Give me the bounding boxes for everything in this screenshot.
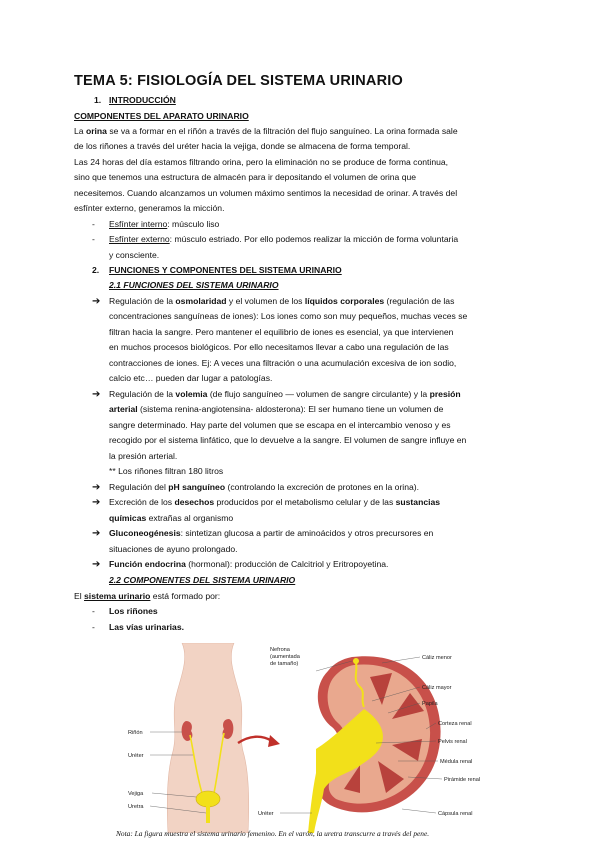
label-nefrona-line3: de tamaño) (270, 661, 299, 667)
urethra (206, 805, 210, 823)
paragraph-line: situaciones de ayuno prolongado. (109, 544, 238, 554)
list-item-urinary-tract: Las vías urinarias. (109, 622, 184, 632)
bladder (196, 791, 220, 807)
section-2-number: 2. (92, 265, 100, 275)
figure-caption: Nota: La figura muestra el sistema urinario femenino. En el varón, la uretra transcurre a través del pene. (116, 829, 430, 838)
urinary-system-figure (120, 643, 500, 833)
function-item-ph: Regulación del pH sanguíneo (controlando la excreción de protones en la orina). (109, 482, 420, 492)
list-item-internal-sphincter: Esfínter interno: músculo liso (109, 219, 220, 229)
paragraph-line: concentraciones sanguíneas de iones): Los iones como son muy pequeños, muchas veces se (109, 311, 468, 321)
paragraph-line: la presión arterial. (109, 451, 178, 461)
paragraph-line: de los riñones a través del uréter hacia la vejiga, donde se almacena de forma temporal. (74, 141, 411, 151)
paragraph-line: Las 24 horas del día estamos filtrando orina, pero la eliminación no se produce de forma continua, (74, 157, 449, 167)
arrow-bullet-icon: ➔ (92, 482, 101, 493)
note-line: ** Los riñones filtran 180 litros (109, 466, 224, 476)
label-vejiga: Vejiga (128, 791, 144, 797)
subsection-2-2-heading: 2.2 COMPONENTES DEL SISTEMA URINARIO (109, 575, 296, 585)
paragraph-line: y consciente. (109, 250, 160, 260)
label-ureter: Uréter (128, 753, 144, 759)
list-dash: - (92, 219, 95, 229)
label-pelvis-renal: Pelvis renal (438, 739, 467, 745)
section-1-number: 1. (94, 95, 102, 105)
label-capsula-renal: Cápsula renal (438, 811, 473, 817)
paragraph-line: contracciones de iones. Ej: A veces una filtración o una acumulación excesiva de ion sodio, (109, 358, 457, 368)
function-item-waste: Excreción de los desechos producidos por el metabolismo celular y de las sustancias (109, 497, 441, 507)
paragraph-line: La orina se va a formar en el riñón a través de la filtración del flujo sanguíneo. La orina formada sale (74, 126, 458, 136)
function-item-gluconeogenesis: Gluconeogénesis: sintetizan glucosa a partir de aminoácidos y otros precursores en (109, 528, 434, 538)
subsection-2-1-heading: 2.1 FUNCIONES DEL SISTEMA URINARIO (109, 280, 279, 290)
section-2-heading: FUNCIONES Y COMPONENTES DEL SISTEMA URINARIO (109, 265, 342, 275)
arrow-bullet-icon: ➔ (92, 389, 101, 400)
list-dash: - (92, 622, 95, 632)
paragraph-line: en muchos procesos biológicos. Por ello necesitamos llevar a cabo una regulación de las (109, 342, 449, 352)
label-papila: Papila (422, 701, 438, 707)
label-nefrona-line2: (aumentada (270, 654, 300, 660)
list-item-kidneys: Los riñones (109, 606, 158, 616)
paragraph-line: sangre determinado. Hay parte del volumen que se escapa en el intercambio venoso y es (109, 420, 451, 430)
function-item-osmolarity: Regulación de la osmolaridad y el volumen de los líquidos corporales (regulación de las (109, 296, 455, 306)
components-intro: El sistema urinario está formado por: (74, 591, 221, 601)
arrow-bullet-icon: ➔ (92, 497, 101, 508)
list-item-external-sphincter: Esfínter externo: músculo estriado. Por ello podemos realizar la micción de forma voluntaria (109, 234, 459, 244)
red-arrow-icon (238, 737, 272, 743)
paragraph-line: arterial (sistema renina-angiotensina- aldosterona): El ser humano tiene un volumen de (109, 404, 444, 414)
label-caliz-mayor: Cáliz mayor (422, 685, 452, 691)
function-item-volemia: Regulación de la volemia (de flujo sanguíneo — volumen de sangre circulante) y la presión (109, 389, 461, 399)
list-dash: - (92, 234, 95, 244)
page-title: TEMA 5: FISIOLOGÍA DEL SISTEMA URINARIO (74, 73, 403, 89)
paragraph-line: recogido por el sistema linfático, que lo devuelve a la sangre. El volumen de sangre influye en (109, 435, 467, 445)
paragraph-line: filtran hacia la sangre. Pero mantener el equilibrio de iones es esencial, ya que intervienen (109, 327, 454, 337)
label-caliz-menor: Cáliz menor (422, 655, 452, 661)
label-corteza-renal: Corteza renal (438, 721, 472, 727)
label-piramide-renal: Pirámide renal (444, 777, 481, 783)
list-dash: - (92, 606, 95, 616)
label-medula-renal: Médula renal (440, 759, 473, 765)
arrow-bullet-icon: ➔ (92, 296, 101, 307)
label-uretra: Uretra (128, 804, 144, 810)
section-1-heading: INTRODUCCIÓN (109, 95, 176, 105)
paragraph-line: necesitemos. Cuando alcanzamos un volumen máximo sentimos la necesidad de orinar. A través del (74, 188, 458, 198)
paragraph-line: químicas extrañas al organismo (109, 513, 234, 523)
paragraph-line: calcio etc… pueden dar lugar a patologías. (109, 373, 273, 383)
arrow-bullet-icon: ➔ (92, 559, 101, 570)
arrow-bullet-icon: ➔ (92, 528, 101, 539)
label-nefrona: Nefrona (270, 647, 290, 653)
subsection-heading-components: COMPONENTES DEL APARATO URINARIO (74, 111, 249, 121)
paragraph-line: sino que tenemos una estructura de almacén para ir depositando el volumen de orina que (74, 172, 417, 182)
function-item-endocrine: Función endocrina (hormonal): producción de Calcitriol y Eritropoyetina. (109, 559, 389, 569)
paragraph-line: esfínter externo, generamos la micción. (74, 203, 225, 213)
label-rinon: Riñón (128, 730, 143, 736)
label-ureter-right: Uréter (258, 811, 274, 817)
